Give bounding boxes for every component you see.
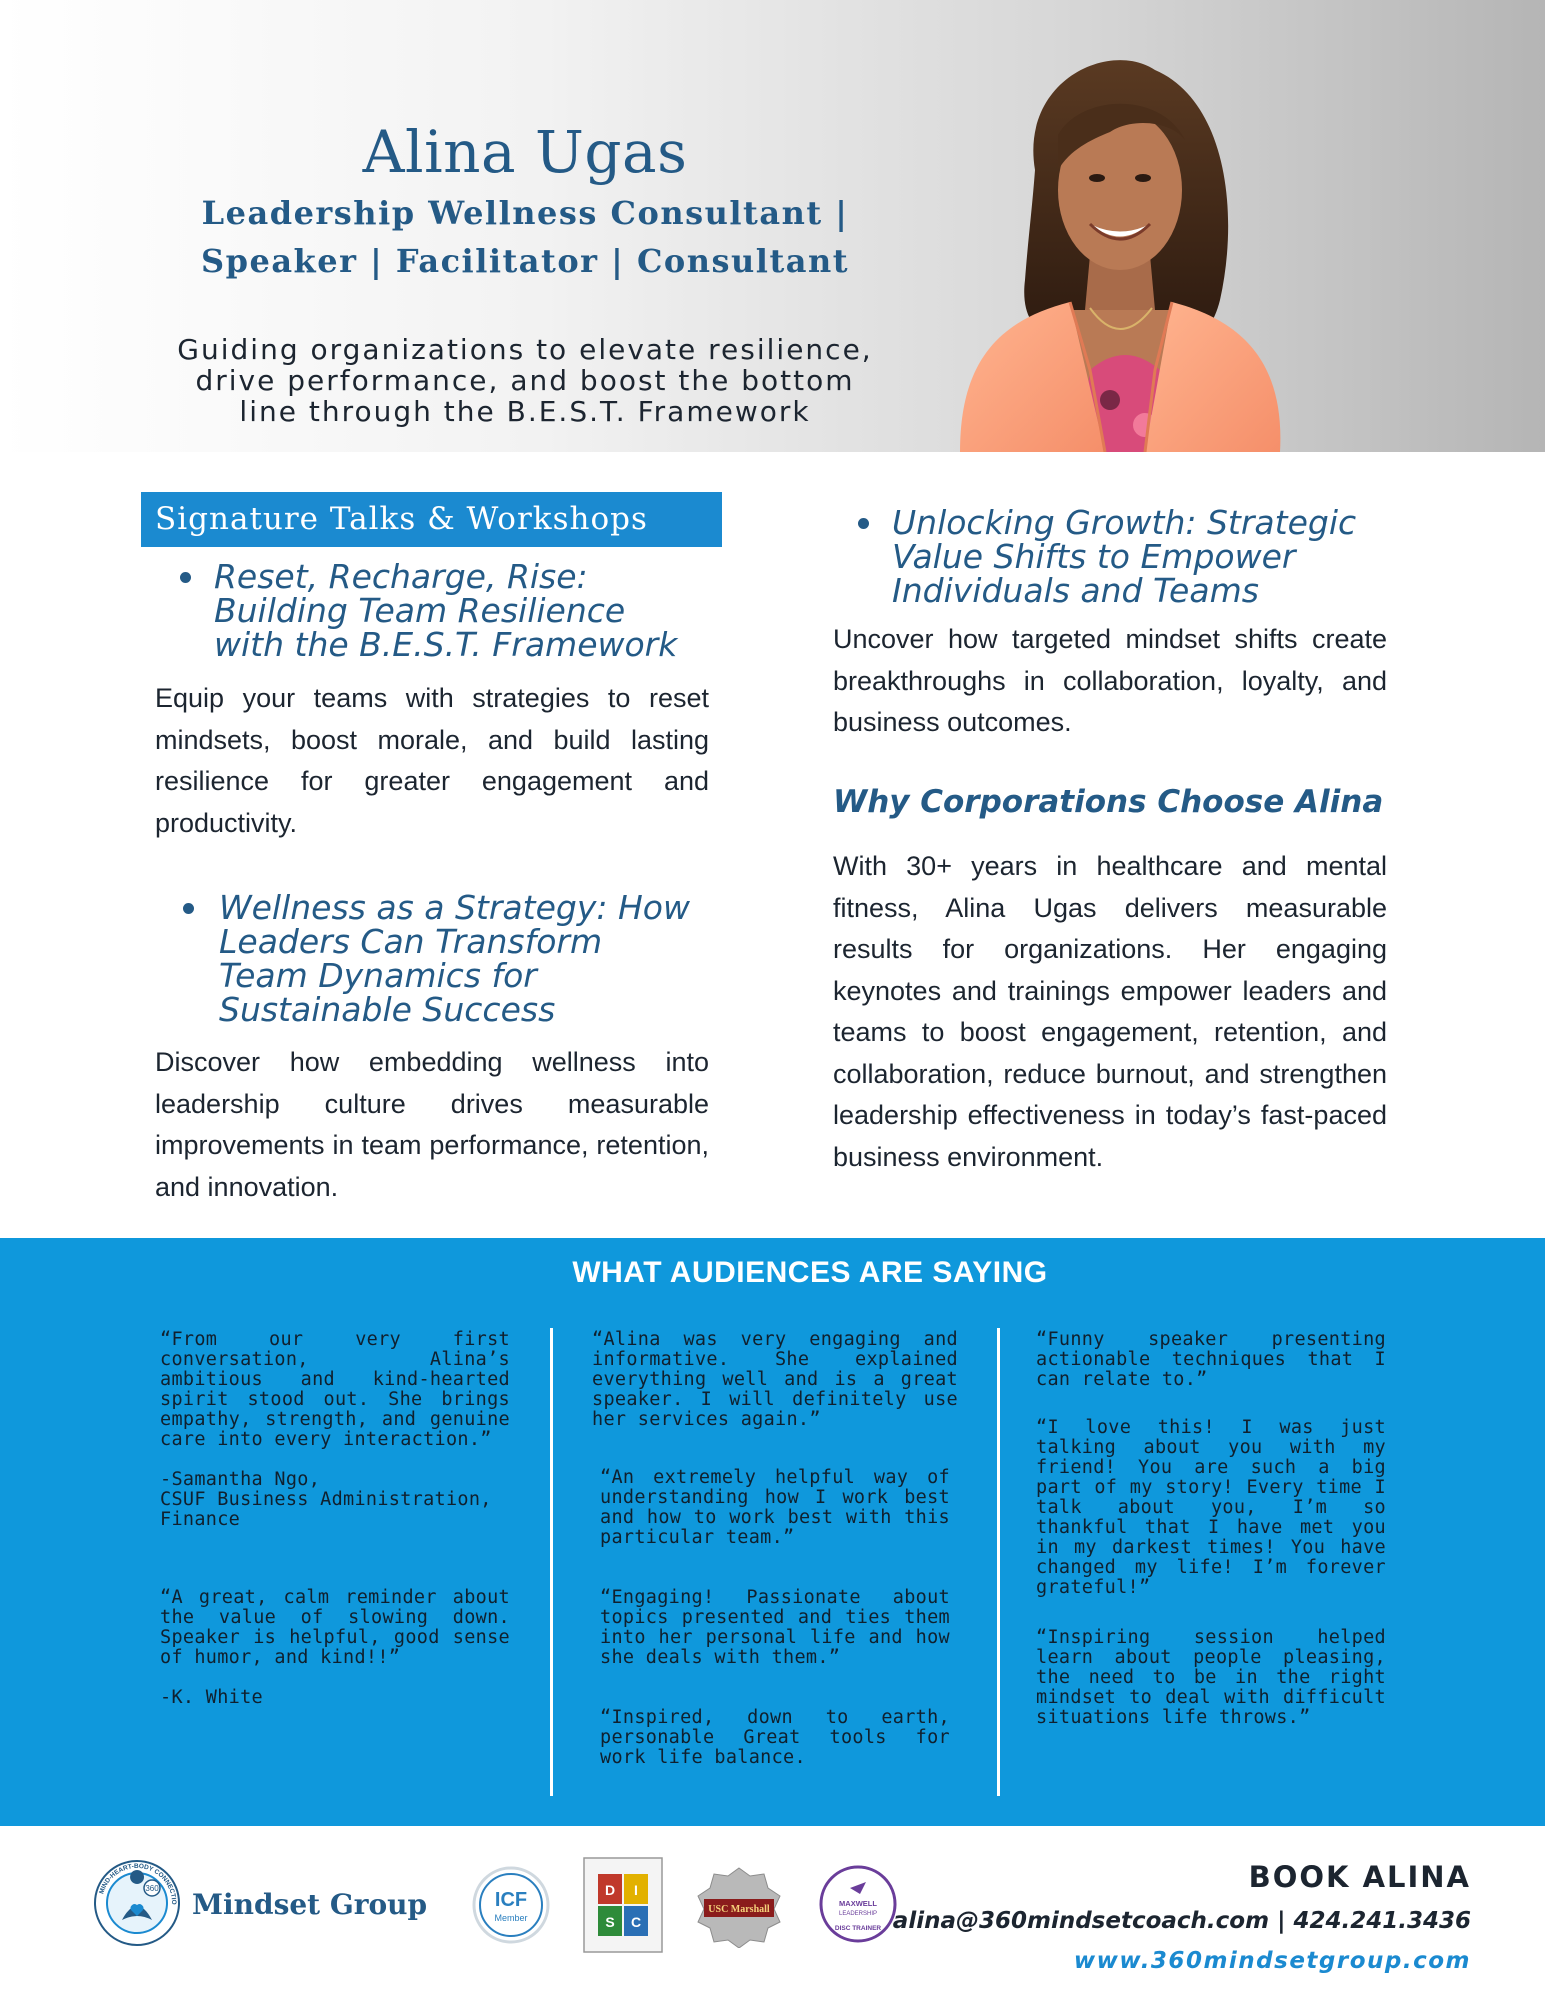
disc-letter: D bbox=[604, 1882, 616, 1898]
why-body: With 30+ years in healthcare and mental fitness, Alina Ugas delivers measurable results for organizations. Her engaging keynotes and trainings empower leaders and teams to boost engagement, retention, and collaboration, reduce burnout, and strengthen leadership effectiveness in today’s fast-paced business environment. bbox=[833, 851, 1387, 1172]
bullet-dot bbox=[180, 572, 191, 583]
column-divider bbox=[997, 1328, 1000, 1796]
portrait-illustration bbox=[940, 40, 1300, 452]
contact-info[interactable]: alina@360mindsetcoach.com | 424.241.3436 bbox=[892, 1908, 1471, 1934]
testimonial-quote: “An extremely helpful way of understanding how I work best and how to work best with this particular team.” bbox=[600, 1467, 950, 1548]
disc-badge-graphic bbox=[582, 1856, 664, 1954]
tagline-line: drive performance, and boost the bottom bbox=[195, 364, 855, 397]
logo-badge-text: 360 bbox=[145, 1884, 159, 1893]
icf-badge-graphic bbox=[472, 1866, 550, 1944]
talk-title-line: Wellness as a Strategy: How bbox=[219, 888, 690, 927]
disc-badge bbox=[582, 1856, 664, 1954]
usc-badge-graphic bbox=[696, 1866, 782, 1948]
testimonial-quote: “A great, calm reminder about the value of slowing down. Speaker is helpful, good sense of humor, and kind!!” bbox=[160, 1587, 510, 1668]
speaker-name: Alina Ugas bbox=[362, 118, 688, 186]
maxwell-text: DISC TRAINER bbox=[834, 1925, 882, 1932]
talk-title-line: with the B.E.S.T. Framework bbox=[214, 625, 678, 664]
maxwell-badge-graphic bbox=[818, 1864, 898, 1944]
mindset-group-logo-icon bbox=[92, 1858, 182, 1948]
talk-3-title bbox=[892, 503, 1412, 610]
speaker-portrait bbox=[940, 40, 1300, 452]
talk-title-line: Unlocking Growth: Strategic bbox=[892, 503, 1357, 542]
talk-2-description: Discover how embedding wellness into leadership culture drives measurable improvements in team performance, retention, and innovation. bbox=[155, 1047, 709, 1202]
header-banner bbox=[0, 0, 1545, 452]
maxwell-text: LEADERSHIP bbox=[838, 1911, 878, 1917]
talk-title-line: Reset, Recharge, Rise: bbox=[214, 557, 588, 596]
logo-graphic bbox=[92, 1858, 182, 1948]
testimonial-quote: “Inspired, down to earth, personable Great tools for work life balance. bbox=[600, 1707, 950, 1768]
disc-letter: I bbox=[634, 1882, 638, 1898]
speaker-role-line-1: Leadership Wellness Consultant | bbox=[201, 194, 849, 232]
bullet-dot bbox=[183, 903, 194, 914]
website-link[interactable]: www.360mindsetgroup.com bbox=[1073, 1948, 1471, 1974]
talk-title-line: Individuals and Teams bbox=[892, 571, 1259, 610]
why-heading: Why Corporations Choose Alina bbox=[833, 784, 1384, 820]
testimonial-quote: “I love this! I was just talking about you with my friend! You are such a big part of my story! Every time I talk about you, I’m so thankful that I have met you in my darkest times! You have changed my life! I’m forever grateful!” bbox=[1036, 1417, 1386, 1598]
column-divider bbox=[550, 1328, 553, 1796]
icf-sub: Member bbox=[494, 1913, 528, 1923]
icf-title: ICF bbox=[494, 1889, 528, 1911]
speaker-role-line-2: Speaker | Facilitator | Consultant bbox=[200, 242, 850, 280]
talk-2-title bbox=[219, 888, 739, 1029]
talk-title-line: Team Dynamics for bbox=[219, 956, 537, 995]
tagline bbox=[130, 334, 920, 427]
testimonial-quote: “Alina was very engaging and informative. She explained everything well and is a great speaker. I will definitely use her services again.” bbox=[592, 1329, 958, 1430]
testimonials-band bbox=[0, 1238, 1545, 1826]
attribution-line: CSUF Business Administration, bbox=[160, 1489, 492, 1510]
tagline-line: Guiding organizations to elevate resilience, bbox=[177, 333, 873, 366]
usc-marshall-badge bbox=[696, 1866, 782, 1948]
talk-1-description: Equip your teams with strategies to reset mindsets, boost morale, and build lasting resilience for greater engagement and productivity. bbox=[155, 683, 709, 838]
maxwell-text: MAXWELL bbox=[839, 1899, 877, 1908]
testimonials-heading: WHAT AUDIENCES ARE SAYING bbox=[572, 1256, 1048, 1289]
testimonial-quote: “Inspiring session helped learn about people pleasing, the need to be in the right mindset to deal with difficult situations life throws.” bbox=[1036, 1627, 1386, 1728]
talk-title-line: Leaders Can Transform bbox=[219, 922, 603, 961]
bullet-dot bbox=[858, 518, 869, 529]
testimonial-quote: “Engaging! Passionate about topics presented and ties them into her personal life and how she deals with them.” bbox=[600, 1587, 950, 1668]
attribution-line: -Samantha Ngo, bbox=[160, 1469, 321, 1490]
testimonial-quote: “From our very first conversation, Alina’s ambitious and kind-hearted spirit stood out. She brings empathy, strength, and genuine care into every interaction.” bbox=[160, 1329, 510, 1450]
talk-title-line: Value Shifts to Empower bbox=[892, 537, 1296, 576]
attribution-line: Finance bbox=[160, 1509, 241, 1530]
icf-member-badge bbox=[472, 1866, 550, 1944]
book-label: BOOK ALINA bbox=[1248, 1860, 1471, 1894]
testimonial-quote: “Funny speaker presenting actionable techniques that I can relate to.” bbox=[1036, 1329, 1386, 1390]
disc-letter: S bbox=[605, 1914, 615, 1930]
signature-talks-heading: Signature Talks & Workshops bbox=[141, 492, 722, 547]
usc-text: USC Marshall bbox=[708, 1904, 770, 1915]
tagline-line: line through the B.E.S.T. Framework bbox=[239, 395, 811, 428]
maxwell-disc-trainer-badge bbox=[818, 1864, 898, 1944]
talk-1-title bbox=[214, 557, 734, 664]
testimonial-attribution bbox=[160, 1470, 520, 1530]
mindset-group-logo-text: Mindset Group bbox=[192, 1888, 428, 1921]
testimonial-attribution: -K. White bbox=[160, 1687, 263, 1708]
disc-letter: C bbox=[630, 1914, 642, 1930]
talk-title-line: Building Team Resilience bbox=[214, 591, 626, 630]
footer bbox=[0, 1826, 1545, 2000]
logo-ring-text-path: MIND-HEART-BODY CONNECTIO bbox=[98, 1862, 178, 1905]
talk-title-line: Sustainable Success bbox=[219, 990, 556, 1029]
talk-3-description: Uncover how targeted mindset shifts create breakthroughs in collaboration, loyalty, and business outcomes. bbox=[833, 624, 1387, 737]
